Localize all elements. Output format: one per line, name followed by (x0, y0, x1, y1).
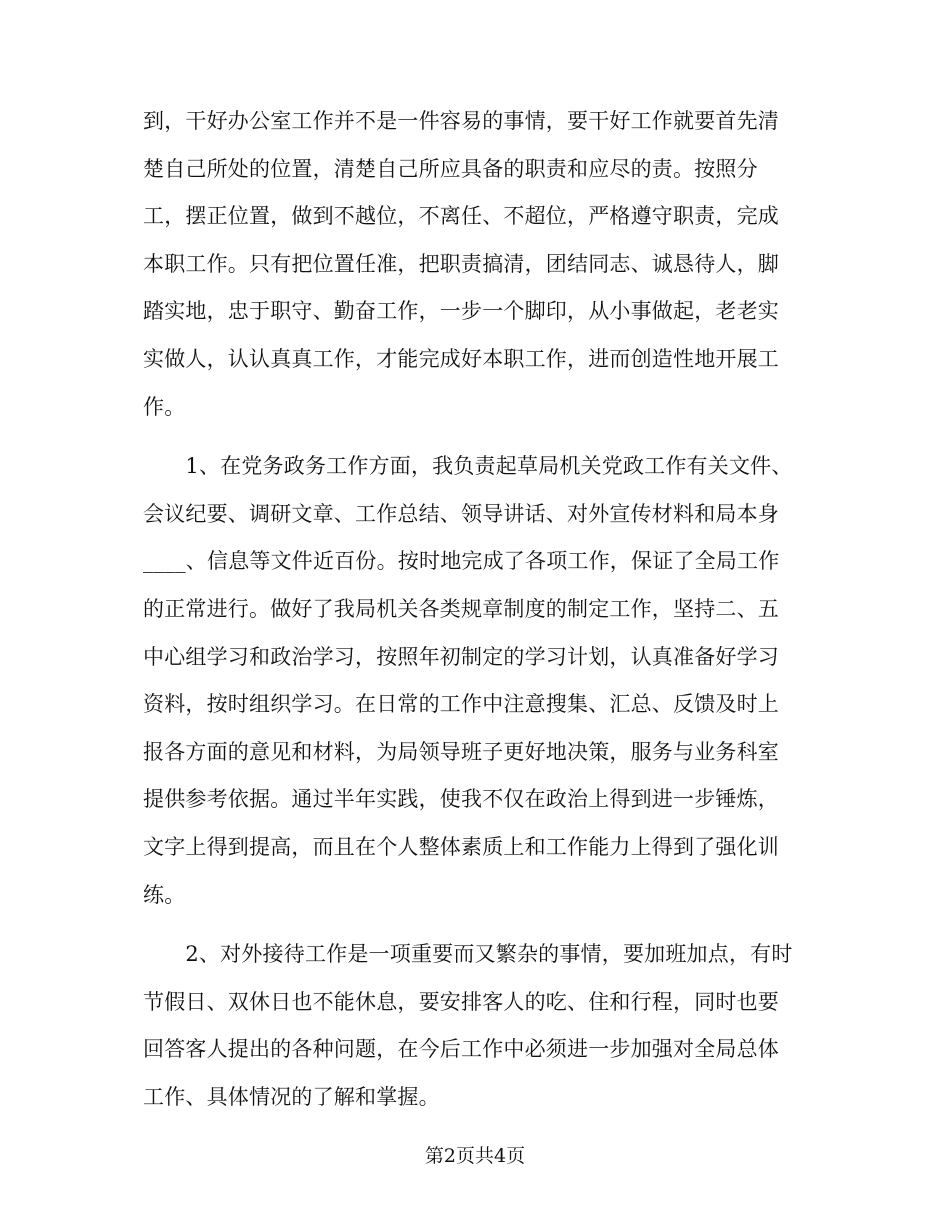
text-line: 2、对外接待工作是一项重要而又繁杂的事情，要加班加点，有时 (143, 942, 793, 967)
text-line: 踏实地，忠于职守、勤奋工作，一步一个脚印，从小事做起，老老实 (143, 299, 779, 324)
text-line: 工作、具体情况的了解和掌握。 (143, 1084, 440, 1109)
text-line: 1、在党务政务工作方面，我负责起草局机关党政工作有关文件、 (143, 454, 793, 479)
paragraph-gap (143, 431, 808, 443)
text-line: 回答客人提出的各种问题，在今后工作中必须进一步加强对全局总体 (143, 1037, 779, 1062)
page-number-footer: 第2页共4页 (424, 1145, 526, 1167)
text-line: 的正常进行。做好了我局机关各类规章制度的制定工作，坚持二、五 (143, 596, 779, 621)
text-line: 文字上得到提高，而且在个人整体素质上和工作能力上得到了强化训 (143, 834, 779, 859)
text-line: 报各方面的意见和材料，为局领导班子更好地决策，服务与业务科室 (143, 739, 779, 764)
document-body (143, 98, 808, 1121)
text-line: 中心组学习和政治学习，按照年初制定的学习计划，认真准备好学习 (143, 644, 779, 669)
text-line: 资料，按时组织学习。在日常的工作中注意搜集、汇总、反馈及时上 (143, 692, 779, 717)
text-line: 作。 (143, 394, 186, 419)
text-line: 提供参考依据。通过半年实践，使我不仅在政治上得到进一步锤炼， (143, 787, 779, 812)
text-line: 本职工作。只有把位置任准，把职责搞清，团结同志、诚恳待人，脚 (143, 251, 779, 276)
text-line: 工，摆正位置，做到不越位，不离任、不超位，严格遵守职责，完成 (143, 204, 779, 229)
text-line: ____、信息等文件近百份。按时地完成了各项工作，保证了全局工作 (143, 549, 780, 574)
text-line: 到，干好办公室工作并不是一件容易的事情，要干好工作就要首先清 (143, 109, 779, 133)
text-line: 实做人，认认真真工作，才能完成好本职工作，进而创造性地开展工 (143, 346, 779, 371)
text-line: 练。 (143, 882, 186, 907)
text-line: 节假日、双休日也不能休息，要安排客人的吃、住和行程，同时也要 (143, 989, 779, 1014)
text-line: 楚自己所处的位置，清楚自己所应具备的职责和应尽的责。按照分 (143, 156, 758, 181)
text-line: 会议纪要、调研文章、工作总结、领导讲话、对外宣传材料和局本身 (143, 501, 779, 526)
paragraph-gap (143, 919, 808, 931)
